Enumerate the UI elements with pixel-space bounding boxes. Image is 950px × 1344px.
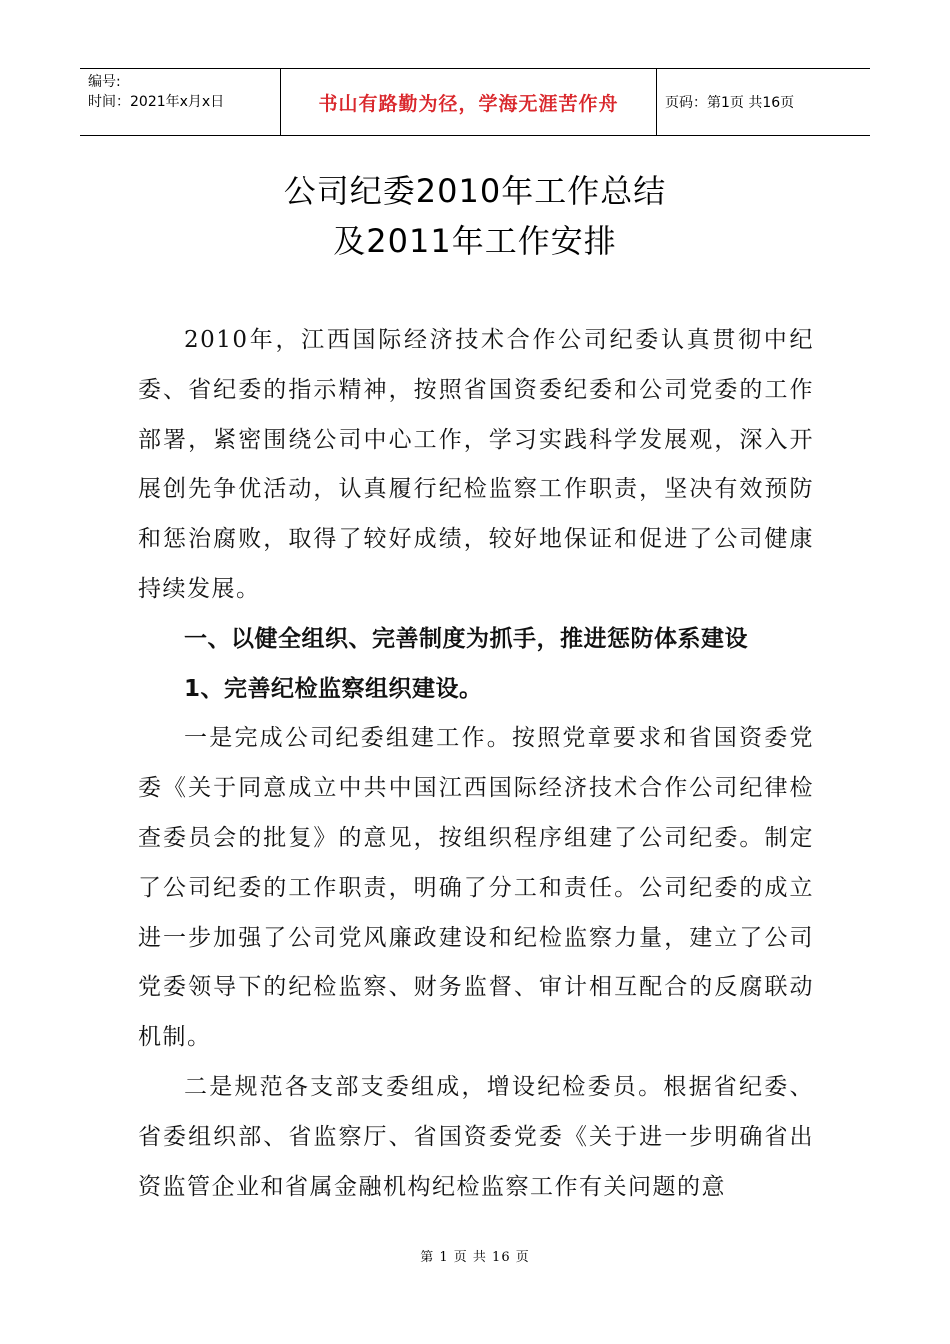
document-number-label: 编号: (88, 74, 121, 90)
header-page-info: 页码：第1页 共16页 (665, 95, 795, 111)
body-paragraph: 二是规范各支部支委组成，增设纪检委员。根据省纪委、省委组织部、省监察厅、省国资委党委《关于进一步明确省出资监管企业和省属金融机构纪检监察工作有关问题的意 (138, 1073, 814, 1200)
document-title-line-2: 及2011年工作安排 (333, 222, 617, 260)
body-paragraph: 一是完成公司纪委组建工作。按照党章要求和省国资委党委《关于同意成立中共中国江西国际经济技术合作公司纪律检查委员会的批复》的意见，按组织程序组建了公司纪委。制定了公司纪委的工作职责，明确了分工和责任。公司纪委的成立进一步加强了公司党风廉政建设和纪检监察力量，建立了公司党委领导下的纪检监察、财务监督、审计相互配合的反腐联动机制。 (138, 725, 814, 1051)
subsection-heading: 1、完善纪检监察组织建设。 (184, 675, 483, 702)
section-heading: 一、以健全组织、完善制度为抓手，推进惩防体系建设 (184, 625, 748, 652)
document-time-label: 时间：2021年x月x日 (88, 94, 225, 110)
header-meta-cell (80, 69, 281, 135)
header-table (80, 68, 870, 136)
header-motto: 书山有路勤为径，学海无涯苦作舟 (281, 69, 657, 135)
document-body (138, 316, 814, 1212)
document-title-line-1: 公司纪委2010年工作总结 (283, 172, 667, 210)
page-footer: 第 1 页 共 16 页 (420, 1250, 530, 1265)
intro-paragraph: 2010年，江西国际经济技术合作公司纪委认真贯彻中纪委、省纪委的指示精神，按照省国资委纪委和公司党委的工作部署，紧密围绕公司中心工作，学习实践科学发展观，深入开展创先争优活动，认真履行纪检监察工作职责，坚决有效预防和惩治腐败，取得了较好成绩，较好地保证和促进了公司健康持续发展。 (138, 327, 814, 602)
